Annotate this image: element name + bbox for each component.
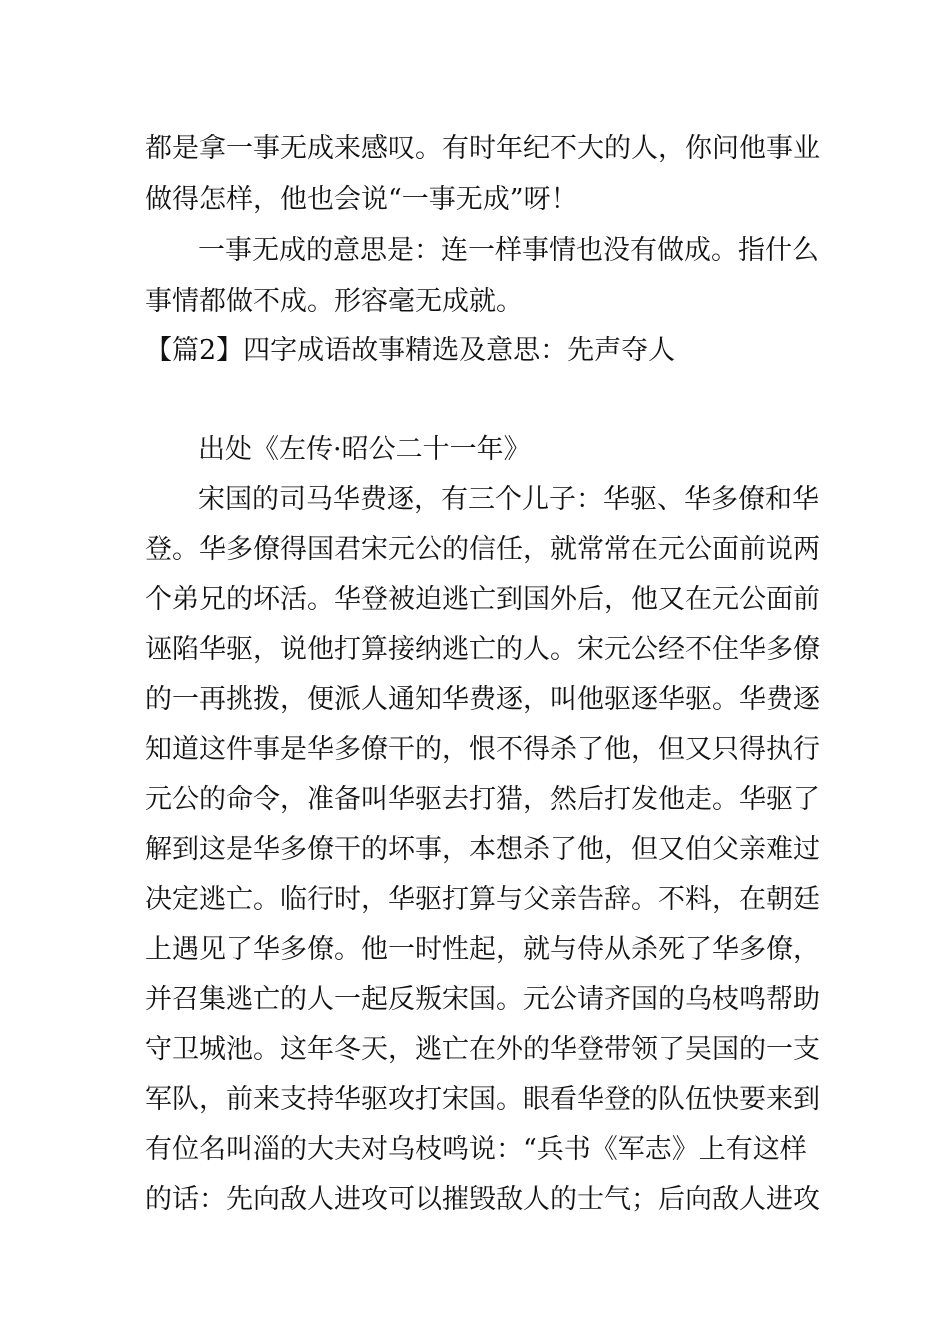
text-line: 知道这件事是华多僚干的，恨不得杀了他，但又只得执行	[145, 734, 820, 765]
text-line: 解到这是华多僚干的坏事，本想杀了他，但又伯父亲难过	[145, 834, 820, 865]
text-line: 有位名叫淄的大夫对乌枝鸣说：“兵书《军志》上有这样	[145, 1134, 807, 1165]
text-line: 的话：先向敌人进攻可以摧毁敌人的士气；后向敌人进攻	[145, 1184, 820, 1215]
text-line: 并召集逃亡的人一起反叛宋国。元公请齐国的乌枝鸣帮助	[145, 984, 820, 1015]
text-line: 诬陷华驱，说他打算接纳逃亡的人。宋元公经不住华多僚	[145, 634, 820, 665]
text-line: 的一再挑拨，便派人通知华费逐，叫他驱逐华驱。华费逐	[145, 684, 820, 715]
text-line: 元公的命令，准备叫华驱去打猎，然后打发他走。华驱了	[145, 784, 820, 815]
source-line: 出处《左传·昭公二十一年》	[198, 434, 531, 465]
text-line: 个弟兄的坏活。华登被迫逃亡到国外后，他又在元公面前	[145, 584, 820, 615]
text-line: 军队，前来支持华驱攻打宋国。眼看华登的队伍快要来到	[145, 1084, 820, 1115]
text-line: 上遇见了华多僚。他一时性起，就与侍从杀死了华多僚，	[145, 934, 820, 965]
text-line: 登。华多僚得国君宋元公的信任，就常常在元公面前说两	[145, 534, 820, 565]
section-heading: 【篇2】四字成语故事精选及意思：先声夺人	[145, 335, 676, 366]
text-line: 事情都做不成。形容毫无成就。	[145, 286, 523, 317]
paragraph-first-line: 一事无成的意思是：连一样事情也没有做成。指什么	[198, 235, 819, 266]
text-line: 决定逃亡。临行时，华驱打算与父亲告辞。不料，在朝廷	[145, 884, 820, 915]
text-line: 做得怎样，他也会说“一事无成”呀！	[145, 184, 578, 215]
text-line: 都是拿一事无成来感叹。有时年纪不大的人，你问他事业	[145, 133, 820, 164]
text-line: 守卫城池。这年冬天，逃亡在外的华登带领了吴国的一支	[145, 1034, 820, 1065]
paragraph-first-line: 宋国的司马华费逐，有三个儿子：华驱、华多僚和华	[198, 484, 819, 515]
